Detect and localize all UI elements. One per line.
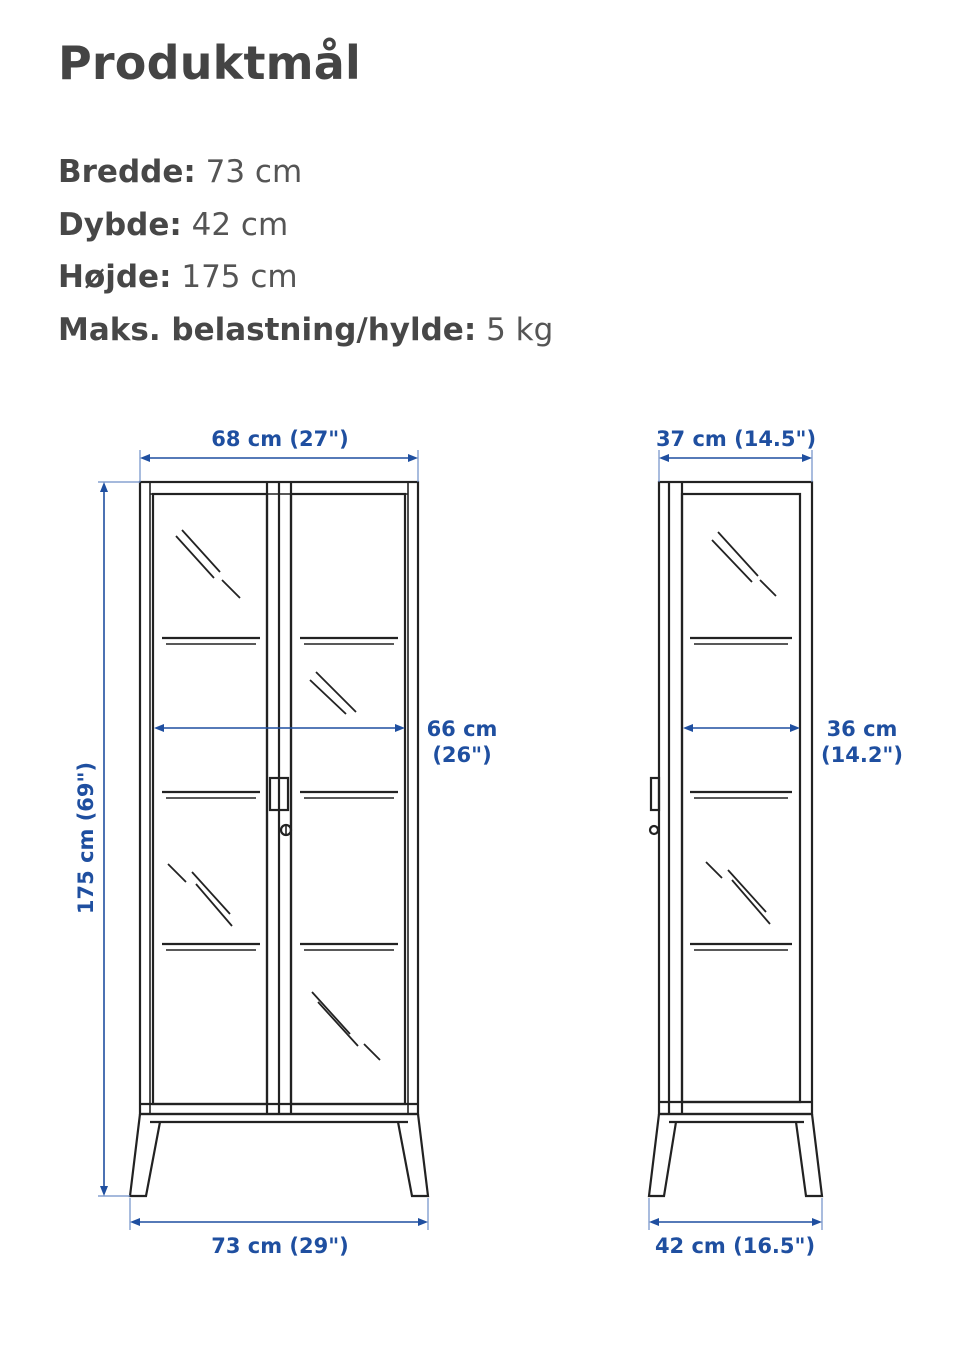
front-top-width-label: 68 cm (27") xyxy=(211,427,349,451)
front-bottom-width-label: 73 cm (29") xyxy=(211,1234,349,1258)
spec-depth-value: 42 cm xyxy=(191,206,289,243)
spec-max-load-label: Maks. belastning/hylde: xyxy=(58,311,477,348)
side-view-cabinet xyxy=(649,482,822,1196)
side-legs xyxy=(649,1114,822,1196)
side-top-depth-dimension xyxy=(659,450,812,482)
front-inner-width-label-line2: (26") xyxy=(432,743,492,767)
spec-width-value: 73 cm xyxy=(205,154,303,190)
front-glass-reflections xyxy=(168,530,380,1060)
side-inner-depth-dimension xyxy=(683,724,800,732)
side-door-handle xyxy=(651,778,659,810)
side-shelves xyxy=(690,638,792,950)
side-bottom-depth-label: 42 cm (16.5") xyxy=(654,1234,816,1258)
side-inner-depth-label-line2: (14.2") xyxy=(821,743,903,767)
spec-height-value: 175 cm xyxy=(181,259,298,295)
spec-width-label: Bredde: xyxy=(58,154,196,190)
front-left-door xyxy=(153,494,267,1104)
front-bottom-width-dimension xyxy=(130,1198,428,1230)
front-height-dimension xyxy=(98,482,140,1196)
front-top-width-dimension xyxy=(140,450,418,482)
front-right-door xyxy=(291,494,405,1104)
page-title: Produktmål xyxy=(58,36,361,90)
front-height-label: 175 cm (69") xyxy=(74,761,98,915)
spec-depth-label: Dybde: xyxy=(58,206,182,243)
side-top-depth-label: 37 cm (14.5") xyxy=(655,427,817,451)
spec-max-load-value: 5 kg xyxy=(486,311,554,348)
front-inner-width-label-line1: 66 cm xyxy=(426,717,498,741)
side-inner-depth-label-line1: 36 cm xyxy=(826,717,898,741)
front-view-cabinet xyxy=(130,482,428,1196)
side-bottom-depth-dimension xyxy=(649,1198,822,1230)
front-legs xyxy=(130,1114,428,1196)
side-door-lock xyxy=(650,826,658,834)
spec-height-label: Højde: xyxy=(58,259,172,295)
